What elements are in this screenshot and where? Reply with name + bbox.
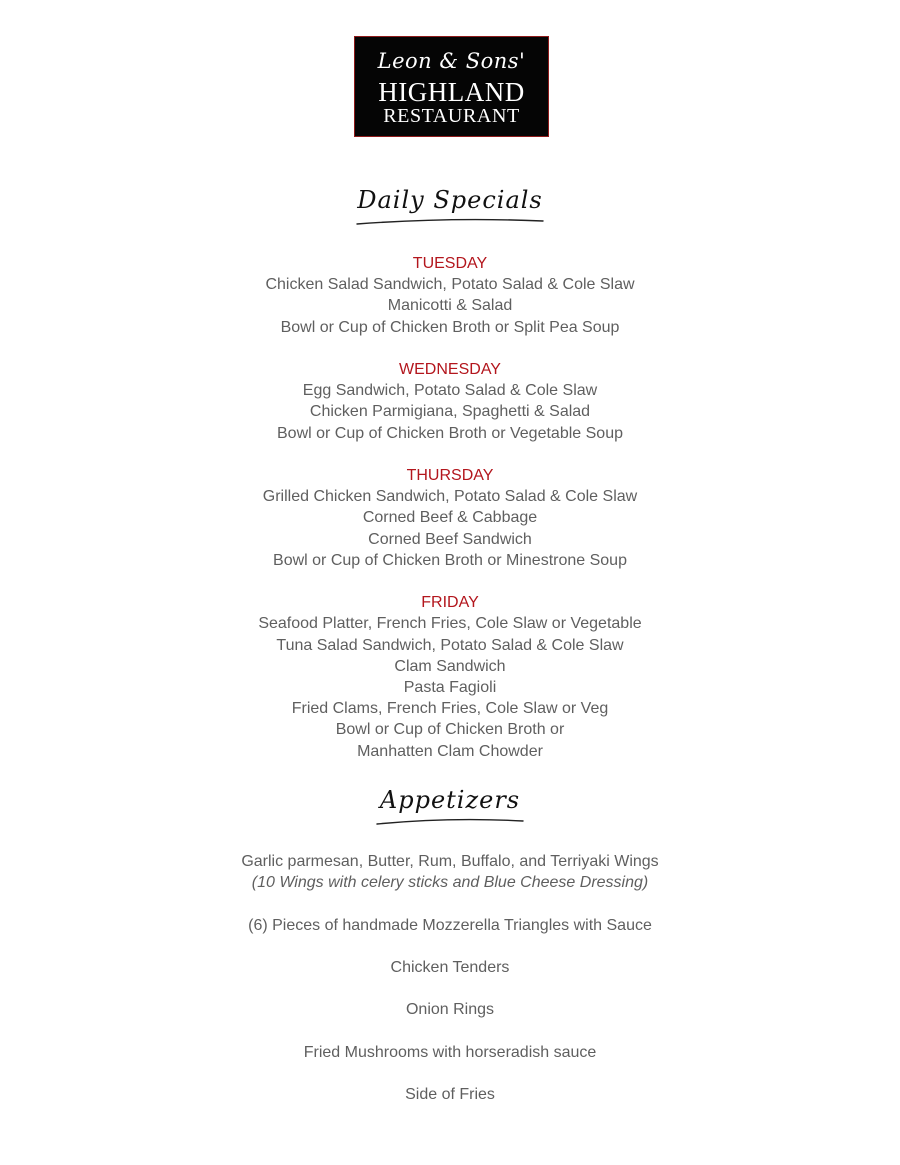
special-item: Clam Sandwich [394, 657, 506, 675]
appetizer-item [0, 851, 900, 893]
day-block [0, 465, 900, 571]
appetizer-item [0, 999, 900, 1020]
day-block [0, 592, 900, 762]
appetizer-item [0, 957, 900, 978]
special-item: Manhatten Clam Chowder [357, 742, 543, 760]
special-item: Manicotti & Salad [387, 297, 513, 315]
special-item: Tuna Salad Sandwich, Potato Salad & Cole Slaw [276, 636, 624, 654]
special-item: Bowl or Cup of Chicken Broth or Vegetable Soup [277, 424, 623, 442]
daily-specials-list [0, 253, 900, 783]
special-item: Grilled Chicken Sandwich, Potato Salad & Cole Slaw [262, 488, 638, 506]
appetizer-item [0, 915, 900, 936]
appetizer-name: Fried Mushrooms with horseradish sauce [303, 1043, 597, 1061]
special-item: Seafood Platter, French Fries, Cole Slaw or Vegetable [258, 615, 642, 633]
heading-flourish-icon [375, 816, 525, 826]
logo-line-restaurant: RESTAURANT [383, 105, 520, 127]
appetizer-name: Chicken Tenders [390, 958, 510, 976]
special-item: Chicken Salad Sandwich, Potato Salad & Cole Slaw [265, 276, 635, 294]
appetizer-item [0, 1084, 900, 1105]
special-item: Corned Beef & Cabbage [362, 509, 538, 527]
special-item: Bowl or Cup of Chicken Broth or Minestrone Soup [273, 551, 627, 569]
special-item: Pasta Fagioli [403, 679, 497, 697]
special-item: Egg Sandwich, Potato Salad & Cole Slaw [302, 382, 598, 400]
special-item: Bowl or Cup of Chicken Broth or Split Pea Soup [280, 318, 620, 336]
daily-specials-title: Daily Specials [357, 186, 543, 214]
appetizer-note: (10 Wings with celery sticks and Blue Cheese Dressing) [251, 874, 649, 892]
daily-specials-heading [330, 186, 570, 226]
special-item: Fried Clams, French Fries, Cole Slaw or Veg [291, 700, 609, 718]
day-heading: FRIDAY [421, 594, 479, 612]
restaurant-logo [354, 36, 549, 137]
special-item: Bowl or Cup of Chicken Broth or [335, 721, 565, 739]
appetizers-title: Appetizers [379, 786, 521, 814]
appetizer-item [0, 1042, 900, 1063]
appetizers-heading [330, 786, 570, 826]
heading-flourish-icon [355, 216, 545, 226]
day-heading: TUESDAY [412, 255, 488, 272]
day-block [0, 253, 900, 338]
special-item: Chicken Parmigiana, Spaghetti & Salad [309, 403, 591, 421]
appetizer-name: Garlic parmesan, Butter, Rum, Buffalo, and Terriyaki Wings [241, 853, 659, 870]
appetizer-name: Side of Fries [405, 1086, 495, 1104]
day-heading: WEDNESDAY [399, 361, 501, 378]
logo-script-line: Leon & Sons' [377, 49, 526, 73]
logo-line-highland: HIGHLAND [378, 77, 525, 107]
special-item: Corned Beef Sandwich [368, 530, 532, 548]
appetizer-name: (6) Pieces of handmade Mozzerella Triangles with Sauce [248, 916, 652, 934]
appetizers-list [0, 851, 900, 1127]
day-block [0, 359, 900, 444]
appetizer-name: Onion Rings [405, 1001, 495, 1019]
day-heading: THURSDAY [406, 467, 494, 484]
